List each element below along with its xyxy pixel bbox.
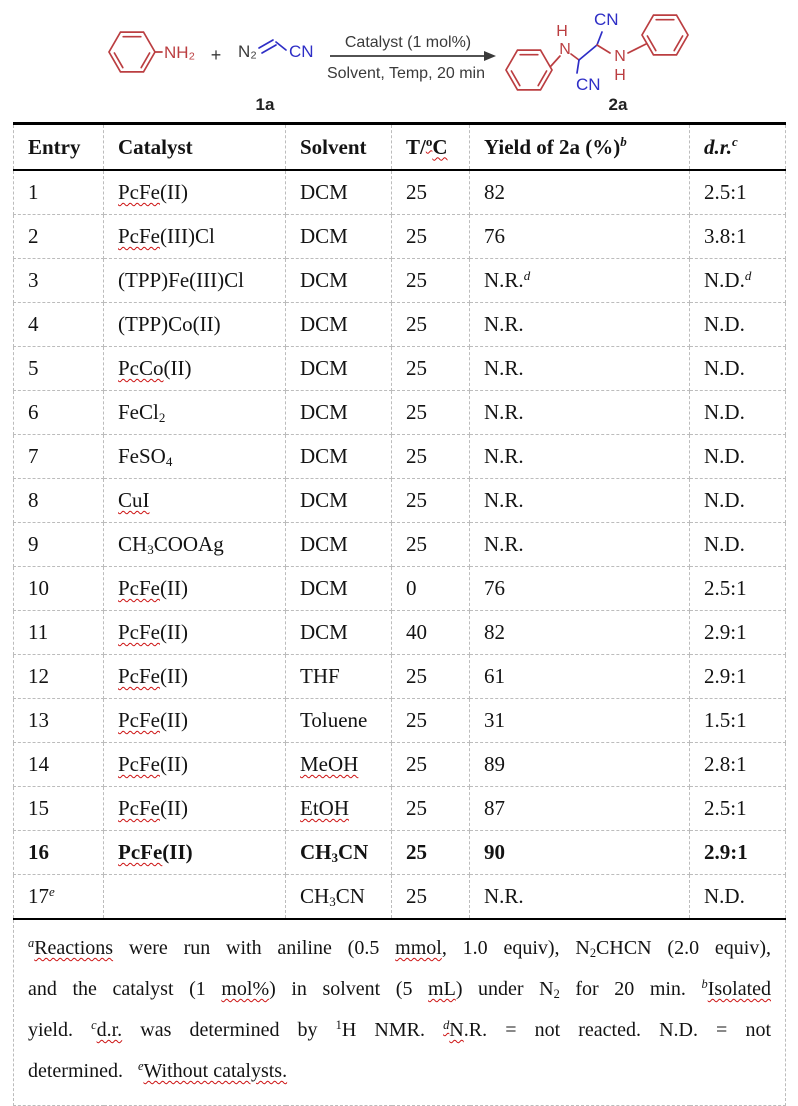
cell-yield: 82 xyxy=(470,170,690,215)
cell-catalyst: (TPP)Co(II) xyxy=(104,303,286,347)
cell-solvent: DCM xyxy=(286,567,392,611)
cell-solvent: DCM xyxy=(286,347,392,391)
cell-dr: N.D. xyxy=(690,391,786,435)
cell-temp: 25 xyxy=(392,303,470,347)
cell-dr: N.D. xyxy=(690,347,786,391)
header-row xyxy=(14,124,786,171)
column-header: Entry xyxy=(14,124,104,171)
cell-dr: 2.9:1 xyxy=(690,655,786,699)
n2-label: N₂ xyxy=(238,42,257,61)
cell-dr: N.D. xyxy=(690,435,786,479)
cell-dr: 2.5:1 xyxy=(690,170,786,215)
cell-catalyst: PcFe(II) xyxy=(104,567,286,611)
cell-entry: 14 xyxy=(14,743,104,787)
cell-solvent: EtOH xyxy=(286,787,392,831)
cell-catalyst xyxy=(104,875,286,920)
cn-label: CN xyxy=(289,42,314,61)
table-row xyxy=(14,391,786,435)
cell-entry: 10 xyxy=(14,567,104,611)
cell-catalyst: PcFe(II) xyxy=(104,611,286,655)
cn-top-label: CN xyxy=(594,10,619,29)
footnote-line: $^a$Reactions were run with aniline (0.5 mmol, 1.0 equiv), N2CHCN (2.0 equiv), xyxy=(28,936,771,960)
table-row xyxy=(14,699,786,743)
cn-bottom-label: CN xyxy=(576,75,601,94)
cell-solvent: DCM xyxy=(286,391,392,435)
cell-solvent: DCM xyxy=(286,303,392,347)
cell-entry: 8 xyxy=(14,479,104,523)
cell-temp: 25 xyxy=(392,347,470,391)
arrow-condition-top: Catalyst (1 mol%) xyxy=(344,34,472,51)
h-left-label: H xyxy=(556,23,568,40)
cell-yield: N.R. xyxy=(470,479,690,523)
cell-catalyst: CuI xyxy=(104,479,286,523)
cell-dr: 2.9:1 xyxy=(690,611,786,655)
reaction-arrow xyxy=(327,34,496,82)
cell-catalyst: PcCo(II) xyxy=(104,347,286,391)
n-right-label: N xyxy=(614,48,626,65)
cell-dr: 2.8:1 xyxy=(690,743,786,787)
cell-temp: 25 xyxy=(392,523,470,567)
cell-temp: 25 xyxy=(392,391,470,435)
cell-entry: 1 xyxy=(14,170,104,215)
cell-yield: N.R. xyxy=(470,391,690,435)
cell-catalyst: CH3COOAg xyxy=(104,523,286,567)
cell-yield: 31 xyxy=(470,699,690,743)
cell-dr: 3.8:1 xyxy=(690,215,786,259)
table-row xyxy=(14,611,786,655)
cell-yield: 76 xyxy=(470,567,690,611)
cell-dr: N.D. xyxy=(690,303,786,347)
footnote-line: and the catalyst (1 mol%) in solvent (5 mL) under N2 for 20 min. $^b$Isolated xyxy=(28,977,772,1001)
cell-yield: 76 xyxy=(470,215,690,259)
cell-yield: N.R. xyxy=(470,435,690,479)
cell-yield: N.R. xyxy=(470,523,690,567)
cell-yield: N.R. xyxy=(470,347,690,391)
product-structure xyxy=(506,10,688,114)
table-row xyxy=(14,655,786,699)
results-table xyxy=(13,122,786,1106)
cell-catalyst: FeSO4 xyxy=(104,435,286,479)
compound-2a-label: 2a xyxy=(608,95,628,114)
column-header: d.r.$^c$ xyxy=(690,124,786,171)
cell-temp: 0 xyxy=(392,567,470,611)
column-header: Yield of 2a (%)$^b$ xyxy=(470,124,690,171)
cell-entry: 2 xyxy=(14,215,104,259)
cell-entry: 17e xyxy=(14,875,104,920)
cell-solvent: DCM xyxy=(286,611,392,655)
cell-catalyst: PcFe(II) xyxy=(104,787,286,831)
compound-1a-label: 1a xyxy=(255,95,275,114)
cell-entry: 15 xyxy=(14,787,104,831)
cell-dr: 2.5:1 xyxy=(690,567,786,611)
cell-yield: 89 xyxy=(470,743,690,787)
cell-yield: N.R. xyxy=(470,303,690,347)
table-body xyxy=(14,170,786,919)
cell-temp: 25 xyxy=(392,215,470,259)
cell-yield: 90 xyxy=(470,831,690,875)
cell-solvent: MeOH xyxy=(286,743,392,787)
table-row xyxy=(14,523,786,567)
footnote-line: determined. $^e$Without catalysts. xyxy=(28,1059,288,1082)
cell-entry: 5 xyxy=(14,347,104,391)
cell-catalyst: PcFe(III)Cl xyxy=(104,215,286,259)
cell-solvent: DCM xyxy=(286,479,392,523)
cell-catalyst: (TPP)Fe(III)Cl xyxy=(104,259,286,303)
cell-solvent: Toluene xyxy=(286,699,392,743)
cell-temp: 25 xyxy=(392,787,470,831)
table-row xyxy=(14,831,786,875)
cell-entry: 7 xyxy=(14,435,104,479)
cell-entry: 13 xyxy=(14,699,104,743)
cell-entry: 4 xyxy=(14,303,104,347)
n-left-label: N xyxy=(559,41,571,58)
cell-solvent: DCM xyxy=(286,170,392,215)
cell-entry: 3 xyxy=(14,259,104,303)
cell-temp: 25 xyxy=(392,743,470,787)
aniline-structure xyxy=(109,32,195,72)
cell-temp: 25 xyxy=(392,699,470,743)
cell-entry: 9 xyxy=(14,523,104,567)
cell-yield: N.R.$^d$ xyxy=(470,259,690,303)
table-row xyxy=(14,787,786,831)
table-row xyxy=(14,435,786,479)
reaction-scheme xyxy=(0,0,798,122)
column-header: T/$^o$C xyxy=(392,124,470,171)
cell-temp: 25 xyxy=(392,170,470,215)
footnote-line: yield. $^c$d.r. was determined by $^1$H NMR. $^d$N.R. = not reacted. N.D. = not xyxy=(28,1018,772,1041)
cell-catalyst: FeCl2 xyxy=(104,391,286,435)
nh2-label: NH₂ xyxy=(164,43,196,62)
cell-dr: N.D.$^d$ xyxy=(690,259,786,303)
cell-solvent: THF xyxy=(286,655,392,699)
table-row xyxy=(14,567,786,611)
cell-temp: 25 xyxy=(392,831,470,875)
cell-entry: 16 xyxy=(14,831,104,875)
cell-solvent: DCM xyxy=(286,435,392,479)
cell-catalyst: PcFe(II) xyxy=(104,655,286,699)
cell-yield: N.R. xyxy=(470,875,690,920)
cell-temp: 25 xyxy=(392,259,470,303)
footnote-row xyxy=(14,919,786,1106)
cell-yield: 87 xyxy=(470,787,690,831)
cell-entry: 6 xyxy=(14,391,104,435)
cell-yield: 61 xyxy=(470,655,690,699)
table-row xyxy=(14,303,786,347)
cell-temp: 25 xyxy=(392,875,470,920)
cell-catalyst: PcFe(II) xyxy=(104,699,286,743)
table-row xyxy=(14,170,786,215)
cell-yield: 82 xyxy=(470,611,690,655)
cell-temp: 25 xyxy=(392,435,470,479)
cell-solvent: CH3CN xyxy=(286,875,392,920)
cell-dr: 2.9:1 xyxy=(690,831,786,875)
cell-dr: N.D. xyxy=(690,523,786,567)
cell-catalyst: PcFe(II) xyxy=(104,831,286,875)
cell-dr: N.D. xyxy=(690,479,786,523)
cell-temp: 25 xyxy=(392,479,470,523)
arrow-condition-bottom: Solvent, Temp, 20 min xyxy=(326,65,486,82)
table-row xyxy=(14,875,786,920)
cell-entry: 12 xyxy=(14,655,104,699)
plus-sign: + xyxy=(210,45,222,65)
diazoacetonitrile-structure xyxy=(238,40,314,114)
cell-dr: 1.5:1 xyxy=(690,699,786,743)
table-row xyxy=(14,347,786,391)
column-header: Solvent xyxy=(286,124,392,171)
table-row xyxy=(14,479,786,523)
table-row xyxy=(14,259,786,303)
cell-entry: 11 xyxy=(14,611,104,655)
table-row xyxy=(14,215,786,259)
cell-catalyst: PcFe(II) xyxy=(104,170,286,215)
cell-temp: 40 xyxy=(392,611,470,655)
cell-catalyst: PcFe(II) xyxy=(104,743,286,787)
cell-dr: N.D. xyxy=(690,875,786,920)
footnotes xyxy=(14,919,786,1106)
column-header: Catalyst xyxy=(104,124,286,171)
cell-temp: 25 xyxy=(392,655,470,699)
cell-solvent: CH3CN xyxy=(286,831,392,875)
h-right-label: H xyxy=(614,67,626,84)
cell-solvent: DCM xyxy=(286,215,392,259)
table-row xyxy=(14,743,786,787)
cell-solvent: DCM xyxy=(286,259,392,303)
cell-solvent: DCM xyxy=(286,523,392,567)
cell-dr: 2.5:1 xyxy=(690,787,786,831)
